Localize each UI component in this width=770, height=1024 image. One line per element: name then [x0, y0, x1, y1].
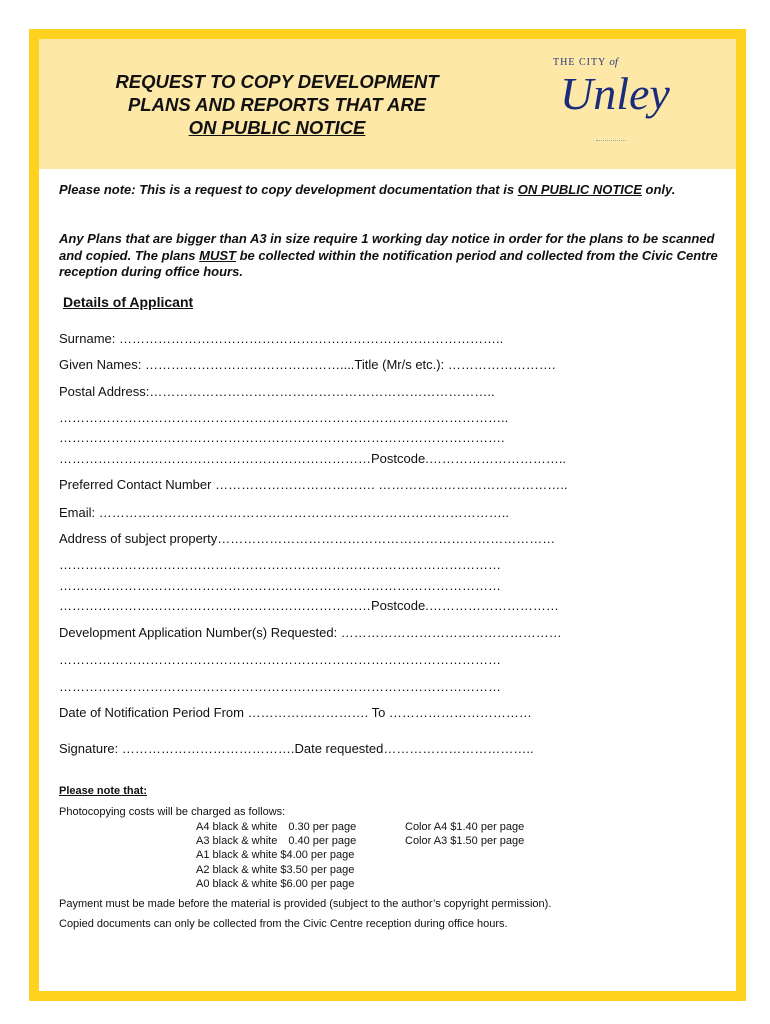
cost-row: A1 black & white $4.00 per page [196, 849, 355, 862]
cost-row: A4 black & white 0.30 per page [196, 821, 357, 833]
postal-address-line-3[interactable]: …………………………………………………………………………………………. [59, 430, 505, 445]
logo-city-of: THE CITY of [553, 56, 618, 68]
color-a3-cost: Color A3 $1.50 per page [405, 835, 525, 848]
signature-field[interactable]: Signature: ………………………………….Date requested…………………………….. [59, 741, 534, 756]
email-field[interactable]: Email: ………………………………………………………………………………….. [59, 505, 509, 520]
given-names-field[interactable]: Given Names: ………………………………………....Title (Mr/s etc.): ……………………. [59, 357, 556, 372]
unley-logo: Unley [560, 68, 670, 119]
photocopy-intro: Photocopying costs will be charged as follows: [59, 806, 286, 818]
postal-postcode-field[interactable]: ………………………………………………………………Postcode.………………………….. [59, 451, 567, 466]
postal-address-line-2[interactable]: ………………………………………………………………………………………….. [59, 410, 509, 425]
postal-address-field[interactable]: Postal Address:…………………………………………………………………….. [59, 384, 495, 399]
please-note-heading: Please note that: [59, 785, 148, 797]
section-title-applicant: Details of Applicant [63, 294, 194, 310]
form-title [72, 70, 482, 139]
property-address-field[interactable]: Address of subject property…………………………………………………………………… [59, 531, 556, 546]
color-a4-cost: Color A4 $1.40 per page [405, 821, 525, 833]
property-address-line-3[interactable]: ………………………………………………………………………………………… [59, 578, 501, 593]
title-line-3: ON PUBLIC NOTICE [188, 117, 366, 138]
property-address-line-2[interactable]: ………………………………………………………………………………………… [59, 557, 501, 572]
color-costs [405, 820, 524, 848]
cost-row: A3 black & white 0.40 per page [196, 835, 357, 848]
application-number-line-3[interactable]: ………………………………………………………………………………………… [59, 679, 501, 694]
note-large-plans: Any Plans that are bigger than A3 in size require 1 working day notice in order for the plans to be scanned and copied. The plans MUST be collected within the notification period and collected from the Civic Centre reception during office hours. [59, 231, 718, 279]
property-postcode-field[interactable]: ………………………………………………………………Postcode.………………………… [59, 598, 559, 613]
logo-divider [596, 140, 626, 141]
notification-period-field[interactable]: Date of Notification Period From ………………………. To …………………………… [59, 705, 532, 720]
surname-field[interactable]: Surname: …………………………………………………………………………….. [59, 331, 504, 346]
application-number-field[interactable]: Development Application Number(s) Requested: …………………………………………… [59, 625, 562, 640]
cost-row: A2 black & white $3.50 per page [196, 863, 355, 876]
title-line-1: REQUEST TO COPY DEVELOPMENT [115, 71, 439, 92]
cost-row: A0 black & white $6.00 per page [196, 877, 355, 890]
note-public-notice: Please note: This is a request to copy development documentation that is ON PUBLIC NOTICE only. [59, 182, 676, 197]
collection-note: Copied documents can only be collected from the Civic Centre reception during office hours. [59, 918, 508, 930]
black-white-costs [196, 820, 359, 891]
contact-number-field[interactable]: Preferred Contact Number ………………………………. …………………………………….. [59, 477, 568, 492]
application-number-line-2[interactable]: ………………………………………………………………………………………… [59, 652, 501, 667]
payment-note: Payment must be made before the material is provided (subject to the author’s copyright permission). [59, 898, 552, 910]
title-line-2: PLANS AND REPORTS THAT ARE [127, 94, 427, 115]
